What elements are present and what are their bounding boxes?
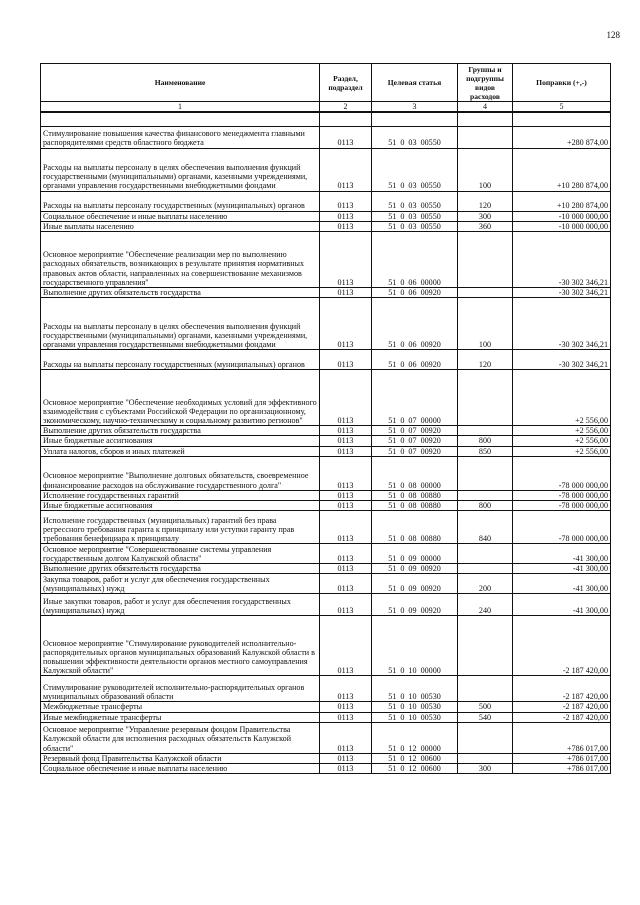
row-target-article: 51 0 03 00550 xyxy=(372,148,458,191)
row-section: 0113 xyxy=(320,436,372,446)
row-expense-group: 540 xyxy=(458,712,513,722)
table-row xyxy=(41,436,611,446)
table-row xyxy=(41,544,611,564)
row-name: Основное мероприятие "Выполнение долговых обязательств, своевременное финансирование расходов на обслуживание государственного долга" xyxy=(41,456,320,490)
row-name: Исполнение государственных (муниципальных) гарантий без права регрессного требования гаранта к принципалу или уступки гаранту прав требования бенефициара к принципалу xyxy=(41,511,320,544)
row-amendment-amount: +786 017,00 xyxy=(513,753,611,763)
row-target-article: 51 0 09 00920 xyxy=(372,574,458,594)
row-name: Стимулирование повышения качества финансового менеджмента главными распорядителями средств областного бюджета xyxy=(41,126,320,148)
row-section: 0113 xyxy=(320,594,372,616)
header-section: Раздел, подраздел xyxy=(320,64,372,102)
table-row xyxy=(41,574,611,594)
table-row xyxy=(41,287,611,297)
row-target-article: 51 0 09 00920 xyxy=(372,594,458,616)
column-number: 4 xyxy=(458,102,513,113)
table-row xyxy=(41,511,611,544)
row-expense-group: 800 xyxy=(458,500,513,510)
row-amendment-amount: +2 556,00 xyxy=(513,370,611,426)
row-expense-group xyxy=(458,544,513,564)
row-name: Расходы на выплаты персоналу государственных (муниципальных) органов xyxy=(41,350,320,370)
row-section: 0113 xyxy=(320,500,372,510)
row-expense-group: 300 xyxy=(458,763,513,773)
row-name: Исполнение государственных гарантий xyxy=(41,490,320,500)
row-section: 0113 xyxy=(320,126,372,148)
row-target-article: 51 0 10 00530 xyxy=(372,702,458,712)
row-target-article: 51 0 06 00920 xyxy=(372,298,458,350)
table-row xyxy=(41,191,611,211)
row-name: Выполнение других обязательств государства xyxy=(41,564,320,574)
table-row xyxy=(41,763,611,773)
row-target-article: 51 0 03 00550 xyxy=(372,191,458,211)
row-amendment-amount: -78 000 000,00 xyxy=(513,511,611,544)
row-section: 0113 xyxy=(320,446,372,456)
row-section: 0113 xyxy=(320,298,372,350)
budget-amendments-table xyxy=(40,63,611,774)
row-target-article: 51 0 10 00530 xyxy=(372,676,458,702)
header-target: Целевая статья xyxy=(372,64,458,102)
column-number: 1 xyxy=(41,102,320,113)
row-expense-group xyxy=(458,564,513,574)
row-amendment-amount: -2 187 420,00 xyxy=(513,616,611,676)
row-name: Основное мероприятие "Обеспечение необходимых условий для эффективного взаимодействия с субъектами Российской Федерации по организационному, экономическому, научно-техническому и социальному развитию регионов" xyxy=(41,370,320,426)
row-target-article: 51 0 12 00600 xyxy=(372,763,458,773)
row-name: Закупка товаров, работ и услуг для обеспечения государственных (муниципальных) нужд xyxy=(41,574,320,594)
row-amendment-amount: -2 187 420,00 xyxy=(513,676,611,702)
row-amendment-amount: -10 000 000,00 xyxy=(513,211,611,221)
row-expense-group: 100 xyxy=(458,148,513,191)
row-expense-group xyxy=(458,456,513,490)
row-amendment-amount: -30 302 346,21 xyxy=(513,231,611,287)
row-expense-group: 300 xyxy=(458,211,513,221)
row-name: Резервный фонд Правительства Калужской области xyxy=(41,753,320,763)
row-name: Иные межбюджетные трансферты xyxy=(41,712,320,722)
row-target-article: 51 0 03 00550 xyxy=(372,221,458,231)
row-expense-group xyxy=(458,126,513,148)
table-row xyxy=(41,702,611,712)
row-name: Иные закупки товаров, работ и услуг для обеспечения государственных (муниципальных) нужд xyxy=(41,594,320,616)
header-name: Наименование xyxy=(41,64,320,102)
table-row xyxy=(41,500,611,510)
table-header-row xyxy=(41,64,611,102)
row-expense-group: 120 xyxy=(458,350,513,370)
row-amendment-amount: -41 300,00 xyxy=(513,594,611,616)
row-section: 0113 xyxy=(320,712,372,722)
row-section: 0113 xyxy=(320,676,372,702)
row-section: 0113 xyxy=(320,763,372,773)
row-expense-group: 850 xyxy=(458,446,513,456)
row-section: 0113 xyxy=(320,350,372,370)
row-name: Социальное обеспечение и иные выплаты населению xyxy=(41,211,320,221)
row-target-article: 51 0 08 00880 xyxy=(372,500,458,510)
row-expense-group: 360 xyxy=(458,221,513,231)
row-expense-group xyxy=(458,490,513,500)
row-name: Выполнение других обязательств государства xyxy=(41,426,320,436)
table-row xyxy=(41,298,611,350)
row-target-article: 51 0 03 00550 xyxy=(372,211,458,221)
row-name: Расходы на выплаты персоналу государственных (муниципальных) органов xyxy=(41,191,320,211)
table-row xyxy=(41,221,611,231)
row-name: Уплата налогов, сборов и иных платежей xyxy=(41,446,320,456)
row-amendment-amount: -78 000 000,00 xyxy=(513,490,611,500)
row-amendment-amount: +2 556,00 xyxy=(513,436,611,446)
page-number: 128 xyxy=(606,30,620,40)
row-section: 0113 xyxy=(320,564,372,574)
row-section: 0113 xyxy=(320,511,372,544)
table-row xyxy=(41,426,611,436)
row-target-article xyxy=(372,112,458,126)
row-name: Основное мероприятие "Управление резервным фондом Правительства Калужской области для исполнения расходных обязательств Калужской области" xyxy=(41,722,320,753)
row-target-article: 51 0 06 00920 xyxy=(372,350,458,370)
column-number: 5 xyxy=(513,102,611,113)
row-target-article: 51 0 12 00600 xyxy=(372,753,458,763)
row-section: 0113 xyxy=(320,426,372,436)
table-row xyxy=(41,753,611,763)
table-row xyxy=(41,231,611,287)
row-expense-group xyxy=(458,753,513,763)
row-target-article: 51 0 10 00000 xyxy=(372,616,458,676)
row-target-article: 51 0 09 00920 xyxy=(372,564,458,574)
row-amendment-amount: -30 302 346,21 xyxy=(513,350,611,370)
row-amendment-amount xyxy=(513,112,611,126)
row-amendment-amount: +2 556,00 xyxy=(513,426,611,436)
row-amendment-amount: +2 556,00 xyxy=(513,446,611,456)
row-section: 0113 xyxy=(320,490,372,500)
row-section: 0113 xyxy=(320,753,372,763)
row-target-article: 51 0 07 00000 xyxy=(372,370,458,426)
table-body xyxy=(41,112,611,774)
header-group: Группы и подгруппы видов расходов xyxy=(458,64,513,102)
row-section: 0113 xyxy=(320,191,372,211)
table-row xyxy=(41,211,611,221)
row-name: Межбюджетные трансферты xyxy=(41,702,320,712)
table-row xyxy=(41,370,611,426)
row-target-article: 51 0 10 00530 xyxy=(372,712,458,722)
row-section: 0113 xyxy=(320,211,372,221)
row-section: 0113 xyxy=(320,148,372,191)
row-expense-group: 840 xyxy=(458,511,513,544)
row-target-article: 51 0 08 00000 xyxy=(372,456,458,490)
row-name: Социальное обеспечение и иные выплаты населению xyxy=(41,763,320,773)
row-section: 0113 xyxy=(320,616,372,676)
row-target-article: 51 0 08 00880 xyxy=(372,490,458,500)
row-name xyxy=(41,112,320,126)
row-target-article: 51 0 09 00000 xyxy=(372,544,458,564)
row-expense-group xyxy=(458,722,513,753)
row-expense-group xyxy=(458,287,513,297)
row-expense-group: 100 xyxy=(458,298,513,350)
row-amendment-amount: -78 000 000,00 xyxy=(513,456,611,490)
row-target-article: 51 0 12 00000 xyxy=(372,722,458,753)
row-name: Иные бюджетные ассигнования xyxy=(41,436,320,446)
row-expense-group: 240 xyxy=(458,594,513,616)
row-expense-group: 200 xyxy=(458,574,513,594)
row-expense-group xyxy=(458,676,513,702)
table-row xyxy=(41,564,611,574)
table-row xyxy=(41,676,611,702)
row-section: 0113 xyxy=(320,221,372,231)
row-expense-group xyxy=(458,112,513,126)
row-name: Расходы на выплаты персоналу в целях обеспечения выполнения функций государственными (муниципальными) органами, казенными учреждениями, органами управления государственными внебюджетными фондами xyxy=(41,298,320,350)
row-target-article: 51 0 07 00920 xyxy=(372,426,458,436)
row-name: Иные бюджетные ассигнования xyxy=(41,500,320,510)
row-section: 0113 xyxy=(320,287,372,297)
row-amendment-amount: -30 302 346,21 xyxy=(513,287,611,297)
row-target-article: 51 0 07 00920 xyxy=(372,436,458,446)
row-section: 0113 xyxy=(320,456,372,490)
row-target-article: 51 0 03 00550 xyxy=(372,126,458,148)
row-section: 0113 xyxy=(320,231,372,287)
table-row xyxy=(41,722,611,753)
row-target-article: 51 0 06 00920 xyxy=(372,287,458,297)
table-row xyxy=(41,350,611,370)
row-amendment-amount: -41 300,00 xyxy=(513,564,611,574)
row-amendment-amount: +786 017,00 xyxy=(513,722,611,753)
row-amendment-amount: +280 874,00 xyxy=(513,126,611,148)
row-section: 0113 xyxy=(320,722,372,753)
row-amendment-amount: -78 000 000,00 xyxy=(513,500,611,510)
table-row xyxy=(41,112,611,126)
row-target-article: 51 0 06 00000 xyxy=(372,231,458,287)
row-expense-group: 120 xyxy=(458,191,513,211)
table-row xyxy=(41,594,611,616)
row-section: 0113 xyxy=(320,574,372,594)
row-section xyxy=(320,112,372,126)
row-section: 0113 xyxy=(320,702,372,712)
table-row xyxy=(41,126,611,148)
row-name: Выполнение других обязательств государства xyxy=(41,287,320,297)
table-row xyxy=(41,712,611,722)
row-amendment-amount: +10 280 874,00 xyxy=(513,148,611,191)
column-number: 2 xyxy=(320,102,372,113)
row-name: Иные выплаты населению xyxy=(41,221,320,231)
row-section: 0113 xyxy=(320,370,372,426)
row-target-article: 51 0 08 00880 xyxy=(372,511,458,544)
row-section: 0113 xyxy=(320,544,372,564)
table-row xyxy=(41,446,611,456)
table-row xyxy=(41,456,611,490)
row-name: Основное мероприятие "Стимулирование руководителей исполнительно-распорядительных органов муниципальных образований Калужской области в повышении эффективности деятельности органов местного самоуправления Калужской области" xyxy=(41,616,320,676)
row-amendment-amount: +10 280 874,00 xyxy=(513,191,611,211)
header-amendment: Поправки (+,-) xyxy=(513,64,611,102)
row-amendment-amount: -2 187 420,00 xyxy=(513,712,611,722)
column-number: 3 xyxy=(372,102,458,113)
row-amendment-amount: -30 302 346,21 xyxy=(513,298,611,350)
row-expense-group: 800 xyxy=(458,436,513,446)
row-name: Стимулирование руководителей исполнительно-распорядительных органов муниципальных образований области xyxy=(41,676,320,702)
table-row xyxy=(41,490,611,500)
row-target-article: 51 0 07 00920 xyxy=(372,446,458,456)
row-amendment-amount: -41 300,00 xyxy=(513,574,611,594)
row-expense-group: 500 xyxy=(458,702,513,712)
row-amendment-amount: -10 000 000,00 xyxy=(513,221,611,231)
row-expense-group xyxy=(458,231,513,287)
column-number-row xyxy=(41,102,611,113)
row-expense-group xyxy=(458,426,513,436)
row-amendment-amount: -41 300,00 xyxy=(513,544,611,564)
row-name: Основное мероприятие "Обеспечение реализации мер по выполнению расходных обязательств, возникающих в результате принятия нормативных правовых актов области, направленных на совершенствование механизмов государственного управления" xyxy=(41,231,320,287)
row-expense-group xyxy=(458,370,513,426)
row-name: Основное мероприятие "Совершенствование системы управления государственным долгом Калужской области" xyxy=(41,544,320,564)
row-amendment-amount: +786 017,00 xyxy=(513,763,611,773)
table-row xyxy=(41,148,611,191)
row-expense-group xyxy=(458,616,513,676)
table-row xyxy=(41,616,611,676)
row-name: Расходы на выплаты персоналу в целях обеспечения выполнения функций государственными (муниципальными) органами, казенными учреждениями, органами управления государственными внебюджетными фондами xyxy=(41,148,320,191)
row-amendment-amount: -2 187 420,00 xyxy=(513,702,611,712)
